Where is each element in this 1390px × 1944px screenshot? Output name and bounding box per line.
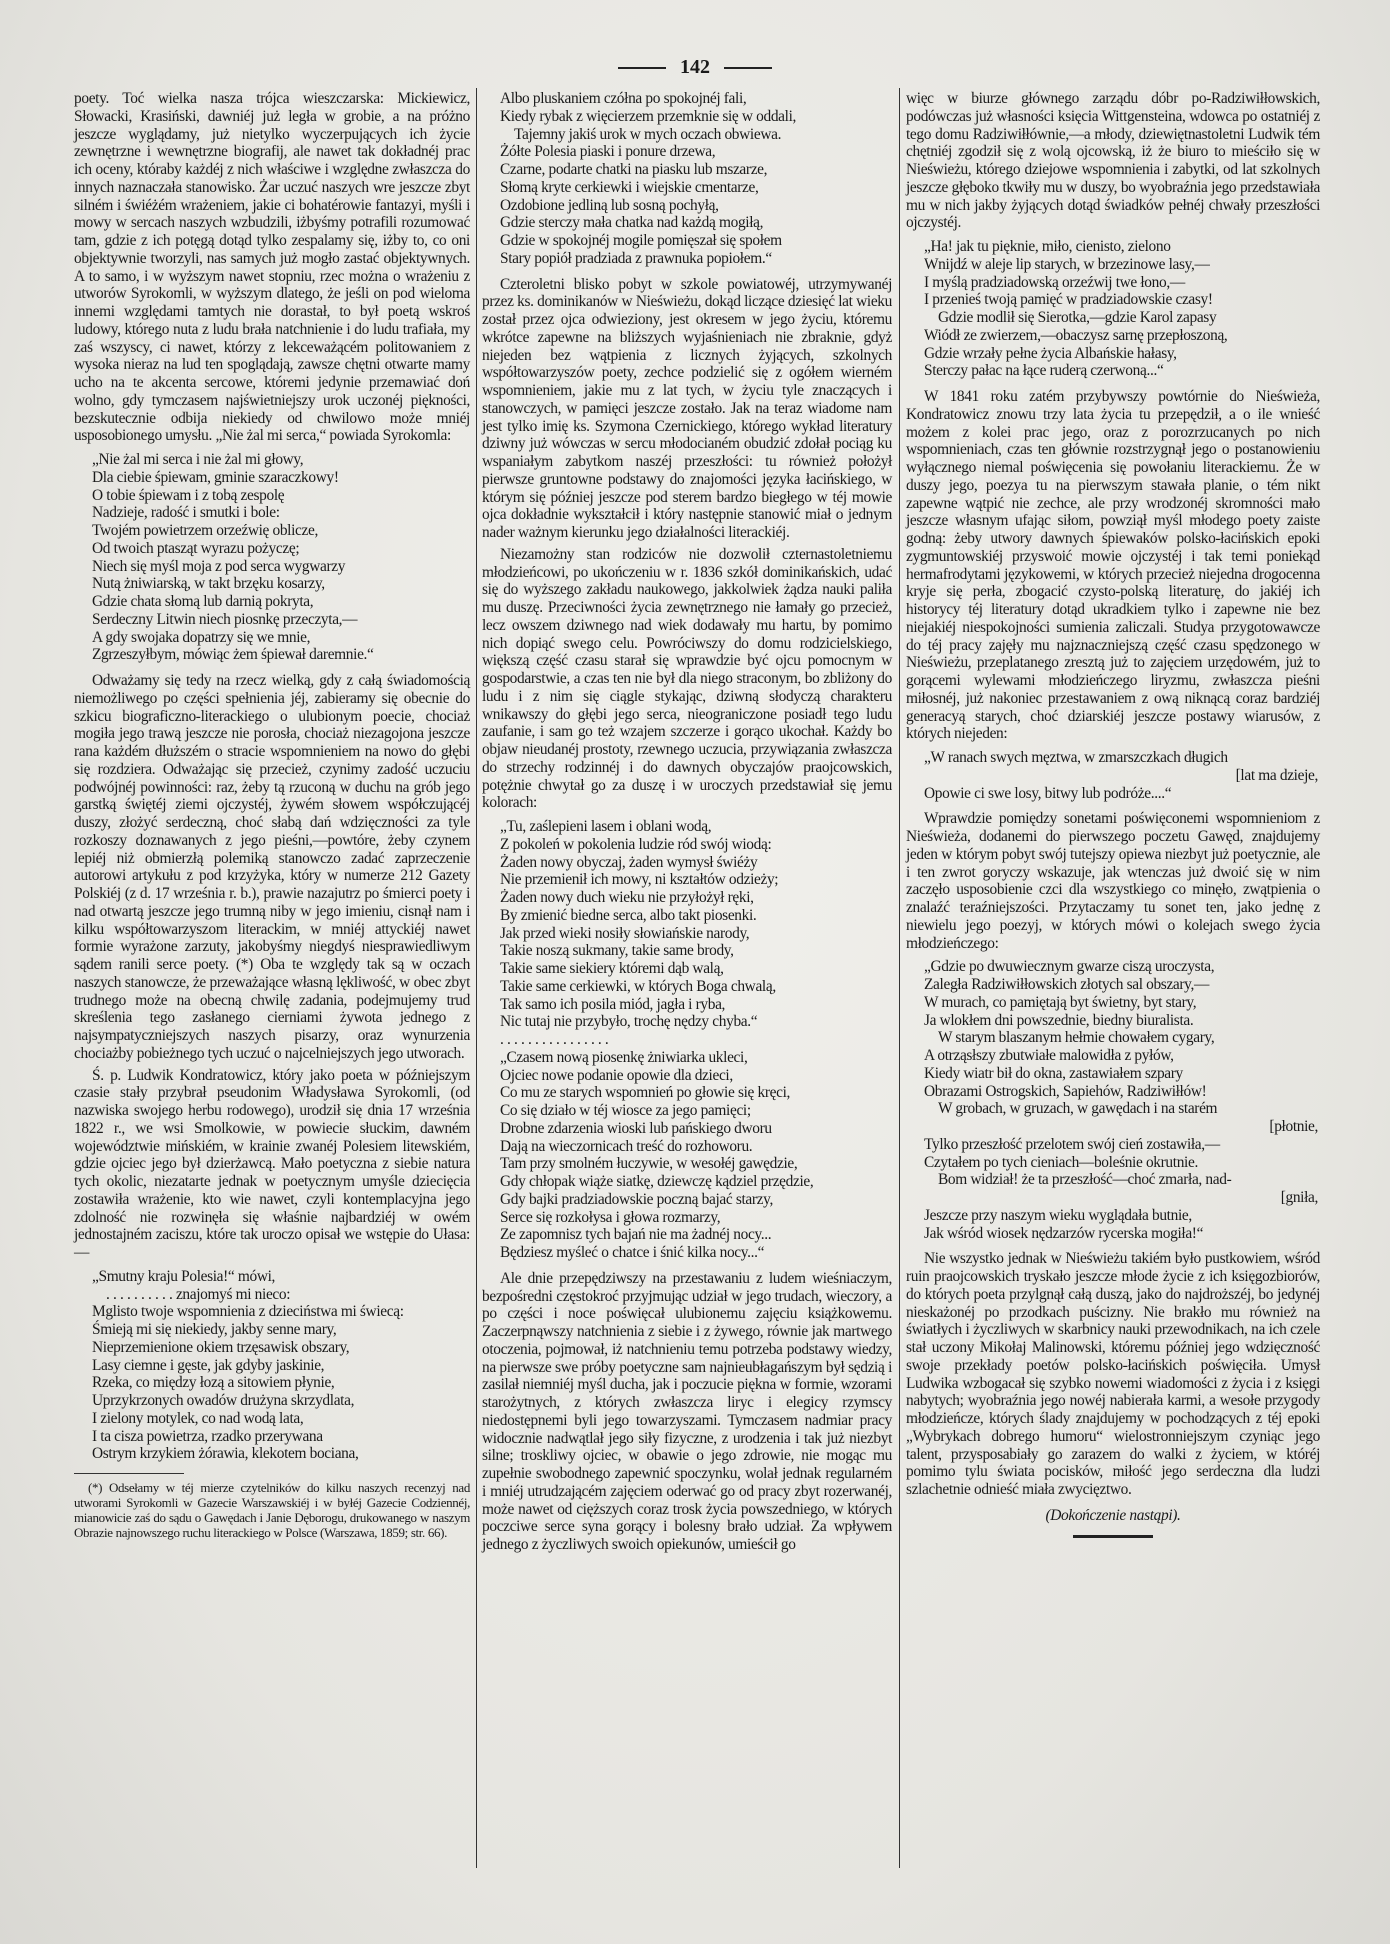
end-rule — [1073, 1535, 1153, 1538]
verse-line: [płotnie, — [1269, 1118, 1318, 1135]
continuation-note: (Dokończenie nastąpi). — [1045, 1506, 1181, 1524]
verse-line: A gdy swojaka dopatrzy się we mnie, — [92, 628, 311, 646]
verse-line: Gdy chłopak wiąże siatkę, dziewczę kądziel przędzie, — [500, 1173, 814, 1190]
paragraph: Czteroletni blisko pobyt w szkole powiatowéj, utrzymywanéj przez ks. dominikanów w Nieświeżu, dokąd liczące dziesięć lat wieku został przez ojca odwieziony, jest okresem w jego życiu, któremu wkrótce zapewne na bliższych wyjaśnieniach nie zbraknie, gdyż niejeden bez wątpienia z licznych żyjących, szkolnych współtowarzyszów poety, zechce podzielić się z ogółem wierném wspomnieniem, jakie mu z lat tych, w życiu tyle znaczących i stanowczych, w pamięci jeszcze zostało. Jak na teraz wiadome nam jest tylko imię ks. Szymona Czernickiego, którego wykład literatury dziwny już wówczas w sercu młodocianém obudzić zdołał pociąg ku wspaniałym zabytkom naszéj przeszłości: tu również położył pierwsze gruntowne podstawy do znajomości języka łacińskiego, w którym się później jeszcze pod sterem bardzo biegłego w téj mowie ojca dokładnie wykształcił i który następnie stanowić miał o jednym nader ważnym kierunku jego działalności literackiéj. — [482, 275, 892, 541]
verse-block — [924, 749, 1320, 802]
verse-line: Żółte Polesia piaski i ponure drzewa, — [500, 143, 716, 161]
verse-line: Gdzie w spokojnéj mogile pomięszał się społem — [500, 232, 782, 249]
verse-line: Gdzie sterczy mała chatka nad każdą mogiłą, — [500, 214, 764, 232]
header-rule-right — [724, 67, 772, 69]
verse-line: Bom widział! że ta przeszłość—choć zmarła, nad- — [938, 1171, 1232, 1189]
verse-line: Zaległa Radziwiłłowskich złotych sal obszary,— — [924, 976, 1210, 993]
verse-line: Żaden nowy obyczaj, żaden wymysł świéży — [500, 853, 758, 871]
verse-line: Wnijdź w aleje lip starych, w brzezinowe lasy,— — [924, 255, 1210, 273]
verse-line: Dają na wieczornicach treść do rozhoworu. — [500, 1137, 753, 1155]
verse-block — [500, 90, 892, 268]
verse-line: Sterczy pałac na łące ruderą czerwoną...“ — [924, 362, 1164, 380]
verse-block — [924, 958, 1320, 1242]
paragraph: Niezamożny stan rodziców nie dozwolił czternastoletniemu młodzieńcowi, po ukończeniu w r. 1836 szkół dominikańskich, udać się do wyższego zakładu naukowego, jakkolwiek żądza nauki paliła mu duszę. Przeciwności życia zewnętrznego nie łamały go przecież, lecz owszem dziwnego nad wiek dodawały mu hartu, by pomimo nich dopiąć swego celu. Powróciwszy do domu rodzicielskiego, większą część czasu starał się wprawdzie być ojcu pomocnym w gospodarstwie, a czas ten nie był dla niego straconym, bo zbliżony do ludu i z nim się ciągle stykając, dziwną słodyczą charakteru wnikawszy do głębi jego serca, nieograniczone posiadł tego ludu zaufanie, i sam go też wzajem szczerze i gorąco ukochał. Każdy bo objaw nieudanéj prostoty, rzewnego uczucia, przywiązania zwłaszcza do strzechy rodzinnéj i do dawnych obyczajów praojcowskich, potężnie chwytał go za duszę i w uroczych przedstawiał się jemu kolorach: — [482, 545, 892, 812]
column-2 — [482, 90, 892, 1558]
paragraph: Ale dnie przepędziwszy na przestawaniu z ludem wieśniaczym, bezpośredni częstokroć przyjmując udział w jego trudach, wieczory, a po części i noce poświęcał ulubionemu zajęciu książkowemu. Zaczerpnąwszy natchnienia z siebie i z żywego, równie jak martwego otoczenia, pojmował, iż natchnieniu temu potrzeba podstawy wiedzy, na pierwsze swe próby poetyczne sam najnieubłagańszym był sędzią i zasilał niemniéj myśl ducha, jak i poczucie piękna w formie, wzorami starożytnych, z których zwłaszcza liryc i elegicy rzymscy niedostępnemi byli jego towarzyszami. Tymczasem nadmiar pracy widocznie nadwątlał jego siły fizyczne, z urodzenia i tak już niezbyt silne; troskliwy ojciec, w obawie o jego zdrowie, nie mogąc mu zupełnie swobodnego zapewnić spoczynku, wolał jednak regularném i mniéj utrudzającém zajęciem oderwać go od pracy zbyt rozerwanéj, może nawet od cięższych coraz trosk życia powszedniego, w których poczciwe serce syna gorący i bolesny brało udział. Za wpływem jednego z życzliwych swoich opiekunów, umieścił go — [482, 1269, 892, 1553]
verse-line: Będziesz myśleć o chatce i śnić kilka nocy...“ — [500, 1244, 765, 1261]
verse-line: Serce się rozkołysa i głowa rozmarzy, — [500, 1208, 721, 1226]
verse-block — [500, 818, 892, 1262]
verse-line: Gdy bajki pradziadowskie poczną bajać starzy, — [500, 1190, 773, 1208]
verse-line: [lat ma dzieje, — [1235, 766, 1318, 784]
verse-line: Gdzie chata słomą lub darnią pokryta, — [92, 593, 314, 610]
verse-line: Czarne, podarte chatki na piasku lub mszarze, — [500, 161, 768, 178]
verse-line: Takie same siekiery któremi dąb walą, — [500, 960, 724, 977]
verse-line: Lasy ciemne i gęste, jak gdyby jaskinie, — [92, 1356, 325, 1374]
verse-line: Opowie ci swe losy, bitwy lub podróże....“ — [924, 784, 1172, 802]
verse-line: „W ranach swych męztwa, w zmarszczkach długich — [924, 749, 1228, 766]
verse-line: Nic tutaj nie przybyło, trochę nędzy chyba.“ — [500, 1013, 758, 1031]
verse-line: „Czasem nową piosenkę żniwiarka ukleci, — [500, 1048, 748, 1066]
verse-line: I myślą pradziadowską orzeźwij twe łono,— — [924, 273, 1185, 291]
verse-line: [gniła, — [1280, 1189, 1318, 1206]
verse-line: By zmienić biedne serca, albo takt piosenki. — [500, 906, 757, 924]
verse-line: Takie same cerkiewki, w których Boga chwalą, — [500, 977, 776, 995]
verse-line: Tylko przeszłość przelotem swój cień zostawiła,— — [924, 1135, 1220, 1153]
footnote-rule — [74, 1473, 184, 1474]
page-number: 142 — [680, 56, 710, 78]
verse-line: Co mu ze starych wspomnień po głowie się kręci, — [500, 1084, 791, 1102]
verse-line: Dla ciebie śpiewam, gminie szaraczkowy! — [92, 468, 339, 486]
column-1 — [74, 90, 470, 1540]
verse-line: Stary popiół pradziada z prawnuka popiołem.“ — [500, 249, 772, 267]
verse-block — [92, 1268, 470, 1463]
verse-line: Takie noszą sukmany, takie same brody, — [500, 942, 734, 960]
verse-line: Nadzieje, radość i smutki i bole: — [92, 504, 280, 522]
verse-line: Twojém powietrzem orzeźwię oblicze, — [92, 522, 318, 539]
verse-line: Kiedy rybak z więcierzem przemknie się w oddali, — [500, 107, 797, 125]
verse-line: Nie przemienił ich mowy, ni kształtów odzieży; — [500, 871, 779, 889]
verse-line: I przenieś twoją pamięć w pradziadowskie czasy! — [924, 291, 1213, 309]
paragraph: Ś. p. Ludwik Kondratowicz, który jako poeta w późniejszym czasie stały przybrał pseudonim Władysława Syrokomli, (od nazwiska swojego herbu rodowego), urodził się dnia 17 września 1822 r., we wsi Smolkowie, w powiecie słuckim, dawném województwie mińskiém, w krainie zwanéj Polesiem litewskiém, gdzie ojciec jego był dzierżawcą. Mało poetyczna z siebie natura tych okolic, niezatarte jednak w poetycznym umyśle dziecięcia zostawiła wrażenie, kto wie nawet, czyli kontemplacyjna jego zdolność nie rozwinęła się właśnie najbardziéj w owém jednostajném zaciszu, które tak uroczo opisał we wstępie do Ułasa:— — [74, 1066, 470, 1261]
header-rule-left — [618, 67, 666, 69]
paragraph: poety. Toć wielka nasza trójca wieszczarska: Mickiewicz, Słowacki, Krasiński, dawniéj już legła w grobie, a na próżno jeszcze wyglądamy, już nietylko wyczerpujących ich życie zewnętrzne i wewnętrzne biografij, ale nawet tak dokładnéj prac ich oceny, któraby każdéj z nich właściwe i względne zwłaszcza do innych naznaczała stanowisko. Żar uczuć naszych wre jeszcze zbyt silném i świéżém wrażeniem, jakie ci bohatérowie fantazyi, myśli i mowy w sercach naszych wzbudzili, iżbyśmy potrafili rozumować tam, gdzie z ich potęgą dotąd tylko zespalamy się, iżby to, co oni objektywnie tworzyli, nas samych już mogło zastać objektywnych. A to samo, i w wyższym nawet stopniu, rzec można o wrażeniu z utworów Syrokomli, w wyższym dlatego, że jeśli on pod wieloma innemi względami tamtych nie dorastał, to był poetą wskroś ludowy, którego nuta z ludu brała natchnienie i do ludu trafiała, my zaś wszyscy, ci nawet, którzy z lekceważącém politowaniem z wysoka nieraz na lud ten spoglądają, zawsze chętni otwarte mamy ucho na te akcenta sercowe, któremi jedynie przemawiać doń wolno, gdy tymczasem najświetniejszy urok uczonéj piękności, bezskutecznie odbija niekiedy od chwilowo może mniéj usposobionego umysłu. „Nie żal mi serca,“ powiada Syrokomla: — [74, 90, 470, 445]
verse-line: I zielony motylek, co nad wodą lata, — [92, 1409, 304, 1427]
paragraph: więc w biurze głównego zarządu dóbr po-Radziwiłłowskich, podówczas już własności księcia Wittgensteina, wdowca po ostatniéj z tego domu Radziwiłłównie,—a młody, dziewiętnastoletni Ludwik tém chętniéj zgodził się z wolą ojcowską, iż że biuro to mieściło się w Nieświeżu, którego dziejowe wspomnienia i zabytki, od lat szkolnych jeszcze głęboko tkwiły mu w duszy, bo wyobraźnia jego przedstawiała mu w nich jakby żyjących dotąd świadków pełnéj chwały przeszłości ojczystéj. — [906, 90, 1320, 232]
verse-line: Ojciec nowe podanie opowie dla dzieci, — [500, 1066, 733, 1084]
verse-line: „Gdzie po dwuwiecznym gwarze ciszą uroczysta, — [924, 958, 1215, 976]
verse-line: Ze zapomnisz tych bajań nie ma żadnéj nocy... — [500, 1226, 772, 1244]
column-divider — [476, 88, 477, 1868]
verse-line: Z pokoleń w pokolenia ludzie ród swój wiodą: — [500, 835, 772, 853]
verse-line: I ta cisza powietrza, rzadko przerywana — [92, 1427, 323, 1445]
verse-line: „Tu, zaślepieni lasem i oblani wodą, — [500, 818, 712, 835]
column-3 — [906, 90, 1320, 1538]
verse-line: W grobach, w gruzach, w gawędach i na starém — [938, 1100, 1218, 1118]
verse-line: Drobne zdarzenia wioski lub pańskiego dworu — [500, 1119, 772, 1137]
verse-line: Rzeka, co między łozą a sitowiem płynie, — [92, 1374, 335, 1392]
verse-line: Mglisto twoje wspomnienia z dzieciństwa mi świecą: — [92, 1303, 404, 1321]
verse-line: Jak wśród wiosek nędzarzów rycerska mogiła!“ — [924, 1224, 1204, 1242]
paragraph: Wprawdzie pomiędzy sonetami poświęconemi wspomnieniom z Nieświeża, dodanemi do pierwszego poczetu Gawęd, znajdujemy jeden w którym pobyt swój tutejszy opiewa niezbyt już poetycznie, ale i ten zwrot goryczy wskazuje, jak wtenczas już dwoić się w nim zaczęło usposobienie czci dla wszystkiego co minęło, zwątpienia o znalaźć teraźniejszości. Przytaczamy tu sonet ten, jako jednę z niewielu jego poezyj, w których mówi o kolejach swego życia młodzieńczego: — [906, 810, 1320, 952]
verse-line: „Ha! jak tu pięknie, miło, cienisto, zielono — [924, 238, 1171, 255]
verse-line: Obrazami Ostrogskich, Sapiehów, Radziwiłłów! — [924, 1082, 1207, 1100]
verse-line: Tajemny jakiś urok w mych oczach obwiewa. — [514, 125, 782, 143]
verse-line: Tak samo ich posila miód, jagła i ryba, — [500, 995, 726, 1013]
verse-line: Tam przy smolném łuczywie, w wesołéj gawędzie, — [500, 1155, 798, 1173]
verse-line: Niech się myśl moja z pod serca wygwarzy — [92, 557, 346, 575]
verse-line: Albo pluskaniem czółna po spokojnéj fali, — [500, 90, 747, 107]
verse-line: Co się działo w téj wiosce za jego pamięci; — [500, 1102, 751, 1119]
verse-line: . . . . . . . . . . . . . . . . — [500, 1031, 609, 1048]
verse-line: Słomą kryte cerkiewki i wiejskie cmentarze, — [500, 178, 759, 196]
paragraph: W 1841 roku zatém przybywszy powtórnie do Nieświeża, Kondratowicz znowu trzy lata życia tu przepędził, a o ile wnieść możem z kolei prac jego, oraz z porozrzucanych po nich wspomnieniach, czas ten głównie rozstrzygnął jego o postanowieniu wyłącznego niemal poświęcenia się powołaniu literackiemu. Że w duszy jego, poezya tu na pierwszym stawała planie, o tém nikt zapewne wątpić nie zechce, ale przy wrodzonéj skromności mało jeszcze własnym ufając siłom, powziął myśl młodego poety zaiste godną: żeby utwory dawnych śpiewaków polsko-łacińskich epoki zygmuntowskiéj przyswoić mowie ojczystéj i tak temi poniekąd hermafrodytami językowemi, w których przecież niejedna drogocenna kryje się perła, zbogacić czysto-polską literaturę, do jakiéj ich historycy téj literatury dotąd ukradkiem tylko i zapewne nie bez niejakiéj niespokojności sumienia zaliczali. Studya przygotowawcze do téj pracy zajęły mu najznaczniejszą część czasu spędzonego w Nieświeżu, przeplatanego zresztą już to zajęciem urzędowém, już to gorącemi wylewami młodzieńczego liryzmu, zwłaszcza pieśni miłosnéj, już nakoniec przestawaniem z ową niknącą coraz bardziéj generacyą starych, choć dziarskiéj jeszcze postawy wiarusów, z których niejeden: — [906, 388, 1320, 743]
verse-line: A otrząsłszy zbutwiałe malowidła z pyłów, — [924, 1047, 1174, 1064]
verse-line: „Nie żal mi serca i nie żal mi głowy, — [92, 451, 304, 468]
verse-line: Gdzie modlił się Sierotka,—gdzie Karol zapasy — [938, 309, 1217, 326]
verse-block — [92, 451, 470, 664]
verse-line: Czytałem po tych cieniach—boleśnie okrutnie. — [924, 1153, 1198, 1171]
verse-line: Nutą żniwiarską, w takt brzęku kosarzy, — [92, 575, 325, 593]
paragraph: Odważamy się tedy na rzecz wielką, gdy z całą świadomością niemożliwego po części spełnienia jéj, zabieramy się obecnie do szkicu biograficzno-literackiego o ulubionym poecie, chociaż mogiła jego trawą jeszcze nie porosła, chociaż niezagojona jeszcze rana każdém dłuższém o stracie wspomnieniem na nowo do głębi się rozdziera. Odważając się przecież, czynimy zadość uczuciu podwójnéj powinności: raz, żeby tą rzuconą w duchu na grób jego garstką świętéj ziemi ojczystéj, żywém słowem współczującéj duszy, złożyć serdeczną, choć słabą dań wdzięczności za tyle rozkoszy doznawanych z jego pieśni,—powtóre, żeby czynem lepiéj niż obmierzłą polemiką stanowczo zadać zaprzeczenie autorowi artykułu z pod krzyżyka, który w numerze 212 Gazety Polskiéj (z d. 17 września r. b.), prawie nazajutrz po śmierci poety i nad otwartą jeszcze jego trumną niby w jego imieniu, cisnął nam i kilku współtowarzyszom literackim, w mniéj attyckiéj nawet formie wyrażone zarzuty, jakobyśmy niegdyś niesprawiedliwym sądem ranili serce poety. (*) Oba te względy tak są w oczach naszych stanowcze, że przeważające własną lękliwość, w obec zbyt trudnego może na obecną chwilę zadania, podejmujemy trud skreślenia tego zasłanego cierniami żywota jednego z najsympatyczniejszych naszych pisarzy, oraz wynurzenia chociażby pobieżnego tych uczuć o najcelniejszych jego utworach. — [74, 672, 470, 1062]
verse-line: Jeszcze przy naszym wieku wyglądała butnie, — [924, 1206, 1192, 1224]
verse-line: „Smutny kraju Polesia!“ mówi, — [92, 1267, 276, 1285]
verse-line: Uprzykrzonych owadów drużyna skrzydlata, — [92, 1392, 355, 1409]
verse-line: Żaden nowy duch wieku nie przyłożył ręki, — [500, 889, 754, 906]
column-divider — [899, 88, 900, 1868]
verse-line: Jak przed wieki nosiły słowiańskie narody, — [500, 924, 750, 942]
footnote: (*) Odsełamy w téj mierze czytelników do kilku naszych recenzyj nad utworami Syrokomli w Gazecie Warszawskiéj i w byłéj Gazecie Codziennéj, mianowicie zaś do sądu o Gawędach i Janie Dęborogu, drukowanego w naszym Obrazie najnowszego ruchu literackiego w Polsce (Warszawa, 1859; str. 66). — [74, 1480, 470, 1540]
verse-line: Ja wlokłem dni powszednie, biedny biuralista. — [924, 1011, 1194, 1029]
verse-line: Zgrzeszyłbym, mówiąc żem śpiewał daremnie.“ — [92, 646, 374, 664]
verse-block — [924, 238, 1320, 380]
verse-line: Gdzie wrzały pełne życia Albańskie hałasy, — [924, 344, 1177, 362]
page-header — [0, 56, 1390, 79]
verse-line: Nieprzemienione okiem trzęsawisk obszary, — [92, 1338, 350, 1356]
verse-line: W starym blaszanym hełmie chowałem cygary, — [938, 1029, 1215, 1047]
verse-line: Wiódł ze zwierzem,—obaczysz sarnę przepłoszoną, — [924, 326, 1228, 344]
verse-line: Od twoich ptasząt wyrazu pożyczę; — [92, 539, 300, 557]
verse-line: Śmieją mi się niekiedy, jakby senne mary, — [92, 1321, 337, 1338]
verse-line: Ostrym krzykiem żórawia, klekotem bociana, — [92, 1445, 359, 1463]
verse-line: . . . . . . . . . . znajomyś mi nieco: — [106, 1285, 291, 1303]
verse-line: Kiedy wiatr bił do okna, zastawiałem szpary — [924, 1064, 1183, 1082]
verse-line: Serdeczny Litwin niech piosnkę przeczyta,— — [92, 610, 358, 628]
paragraph: Nie wszystko jednak w Nieświeżu takiém było pustkowiem, wśród ruin praojcowskich tryskało jeszcze młode życie z ich księgozbiorów, do których poeta przylgnął całą duszą, jako do najdroższéj, bo jedynéj nieskażonéj po przodkach puścizny. Nie brakło mu również na światłych i życzliwych w skarbnicy nauki przewodnikach, na ich czele stał uczony Mikołaj Malinowski, któremu później jego wdzięczność swoje przekłady poetów polsko-łacińskich poświęciła. Umysł Ludwika wzbogacał się szybko nowemi wiadomości z życia i z księgi nabytych; wyobraźnia jego nowéj nabierała karmi, a wesołe przygody młodzieńcze, których ślady znajdujemy w pochodzących z téj epoki „Wybrykach dobrego humoru“ wielostronniejszym czyniąc jego talent, przysposabiały go zarazem do walki z życiem, w któréj pomimo tylu świata pocisków, miłość jego serdeczna dla ludzi szlachetnie odnieść miała zwycięztwo. — [906, 1250, 1320, 1498]
verse-line: Ozdobione jedliną lub sosną pochyłą, — [500, 196, 719, 214]
verse-line: W murach, co pamiętają byt świetny, byt stary, — [924, 993, 1197, 1011]
verse-line: O tobie śpiewam i z tobą zespolę — [92, 486, 285, 504]
